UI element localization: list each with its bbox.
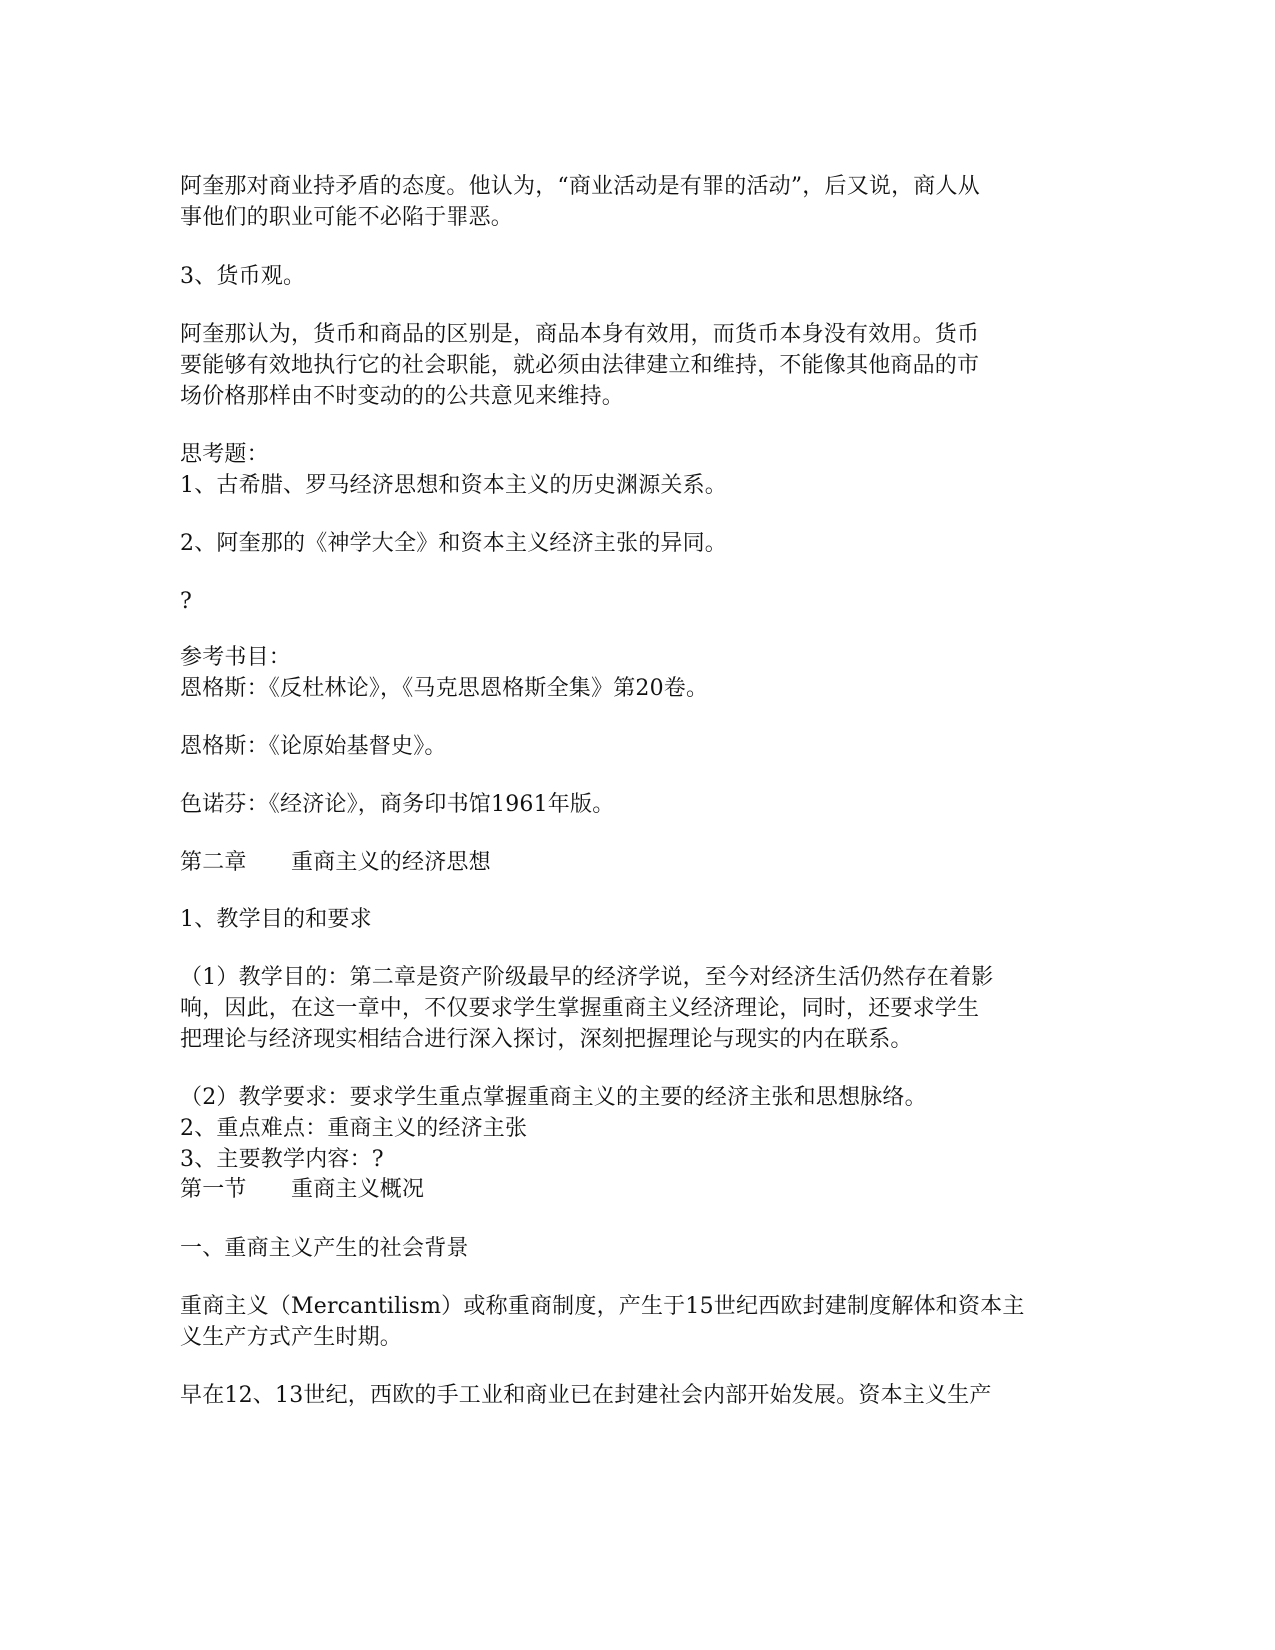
section-heading: 1、教学目的和要求: [180, 907, 372, 932]
paragraph-line: 事他们的职业可能不必陷于罪恶。: [180, 205, 514, 230]
section-heading: 3、主要教学内容：?: [180, 1147, 384, 1172]
chapter-title: 第二章 重商主义的经济思想: [180, 850, 491, 875]
section-heading: 2、重点难点：重商主义的经济主张: [180, 1116, 528, 1141]
section-heading: 思考题：: [180, 442, 269, 467]
list-item: 1、古希腊、罗马经济思想和资本主义的历史渊源关系。: [180, 473, 727, 498]
paragraph-line: 响，因此，在这一章中，不仅要求学生掌握重商主义经济理论，同时，还要求学生: [180, 996, 980, 1021]
section-heading: 一、重商主义产生的社会背景: [180, 1236, 469, 1261]
reference-item: 色诺芬：《经济论》，商务印书馆1961年版。: [180, 792, 615, 817]
paragraph-line: 要能够有效地执行它的社会职能，就必须由法律建立和维持，不能像其他商品的市: [180, 353, 980, 378]
paragraph-line: 重商主义（Mercantilism）或称重商制度，产生于15世纪西欧封建制度解体和资本主: [180, 1294, 1025, 1319]
section-heading: 参考书目：: [180, 645, 292, 670]
section-title: 第一节 重商主义概况: [180, 1177, 425, 1202]
paragraph-line: （1）教学目的：第二章是资产阶级最早的经济学说，至今对经济生活仍然存在着影: [180, 965, 994, 990]
reference-item: 恩格斯：《论原始基督史》。: [180, 734, 447, 759]
paragraph-line: 把理论与经济现实相结合进行深入探讨，深刻把握理论与现实的内在联系。: [180, 1027, 913, 1052]
paragraph-line: 早在12、13世纪，西欧的手工业和商业已在封建社会内部开始发展。资本主义生产: [180, 1383, 992, 1408]
reference-item: 恩格斯：《反杜林论》，《马克思恩格斯全集》第20卷。: [180, 676, 709, 701]
paragraph-line: 义生产方式产生时期。: [180, 1325, 403, 1350]
placeholder-mark: ?: [180, 589, 192, 614]
paragraph-line: 阿奎那对商业持矛盾的态度。他认为，“商业活动是有罪的活动”，后又说，商人从: [180, 174, 980, 199]
paragraph-line: （2）教学要求：要求学生重点掌握重商主义的主要的经济主张和思想脉络。: [180, 1085, 927, 1110]
paragraph-line: 场价格那样由不时变动的的公共意见来维持。: [180, 384, 625, 409]
paragraph-line: 阿奎那认为，货币和商品的区别是，商品本身有效用，而货币本身没有效用。货币: [180, 322, 980, 347]
section-heading: 3、货币观。: [180, 264, 306, 289]
list-item: 2、阿奎那的《神学大全》和资本主义经济主张的异同。: [180, 531, 727, 556]
